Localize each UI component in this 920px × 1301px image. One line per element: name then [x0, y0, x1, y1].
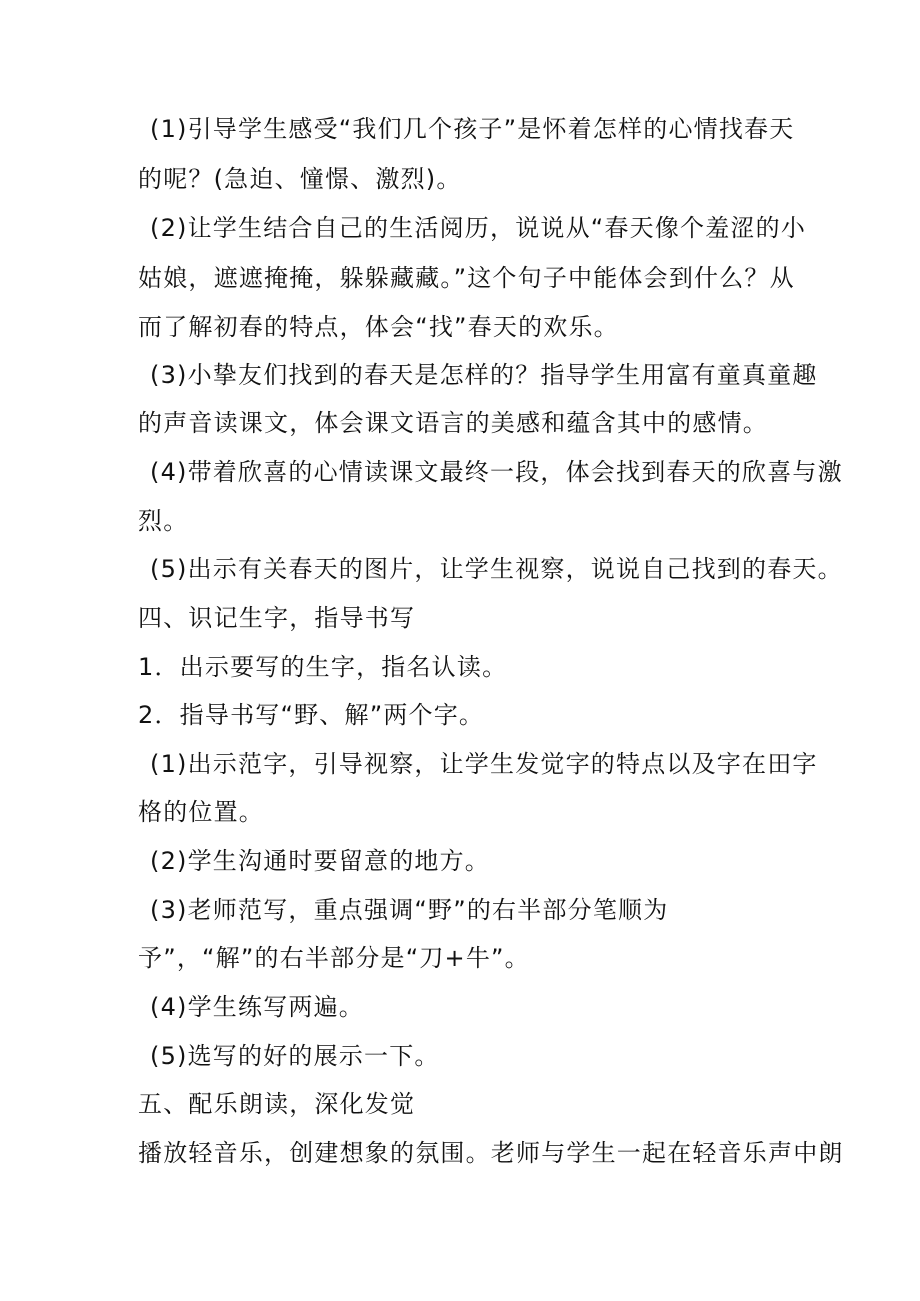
text-line: (2)让学生结合自己的生活阅历，说说从“春天像个羞涩的小 [150, 214, 807, 242]
text-line: 格的位置。 [138, 798, 264, 826]
text-line: 予”，“解”的右半部分是“刀+牛”。 [138, 944, 530, 972]
text-line: 播放轻音乐，创建想象的氛围。老师与学生一起在轻音乐声中朗 [138, 1139, 844, 1167]
text-line: (1)引导学生感受“我们几个孩子”是怀着怎样的心情找春天 [150, 115, 795, 143]
text-line: (4)带着欣喜的心情读课文最终一段，体会找到春天的欣喜与激 [150, 458, 843, 486]
text-line: (1)出示范字，引导视察，让学生发觉字的特点以及字在田字 [150, 750, 818, 778]
text-line: 而了解初春的特点，体会“找”春天的欢乐。 [138, 313, 619, 341]
text-line: (5)出示有关春天的图片，让学生视察，说说自己找到的春天。 [150, 555, 843, 583]
text-line: (2)学生沟通时要留意的地方。 [150, 847, 490, 875]
text-line: (4)学生练写两遍。 [150, 993, 364, 1021]
text-line: 姑娘，遮遮掩掩，躲躲藏藏。”这个句子中能体会到什么？从 [138, 264, 795, 292]
text-line: 的呢？(急迫、憧憬、激烈)。 [138, 165, 462, 193]
text-line: 的声音读课文，体会课文语言的美感和蕴含其中的感情。 [138, 409, 768, 437]
text-line: (3)小挚友们找到的春天是怎样的？指导学生用富有童真童趣 [150, 361, 818, 389]
text-line: 烈。 [138, 507, 189, 535]
text-line: (3)老师范写，重点强调“野”的右半部分笔顺为 [150, 896, 669, 924]
text-line: 2．指导书写“野、解”两个字。 [138, 701, 485, 729]
text-line: 1．出示要写的生字，指名认读。 [138, 653, 508, 681]
text-line: (5)选写的好的展示一下。 [150, 1042, 440, 1070]
section-heading: 四、识记生字，指导书写 [138, 604, 416, 632]
section-heading: 五、配乐朗读，深化发觉 [138, 1090, 416, 1118]
